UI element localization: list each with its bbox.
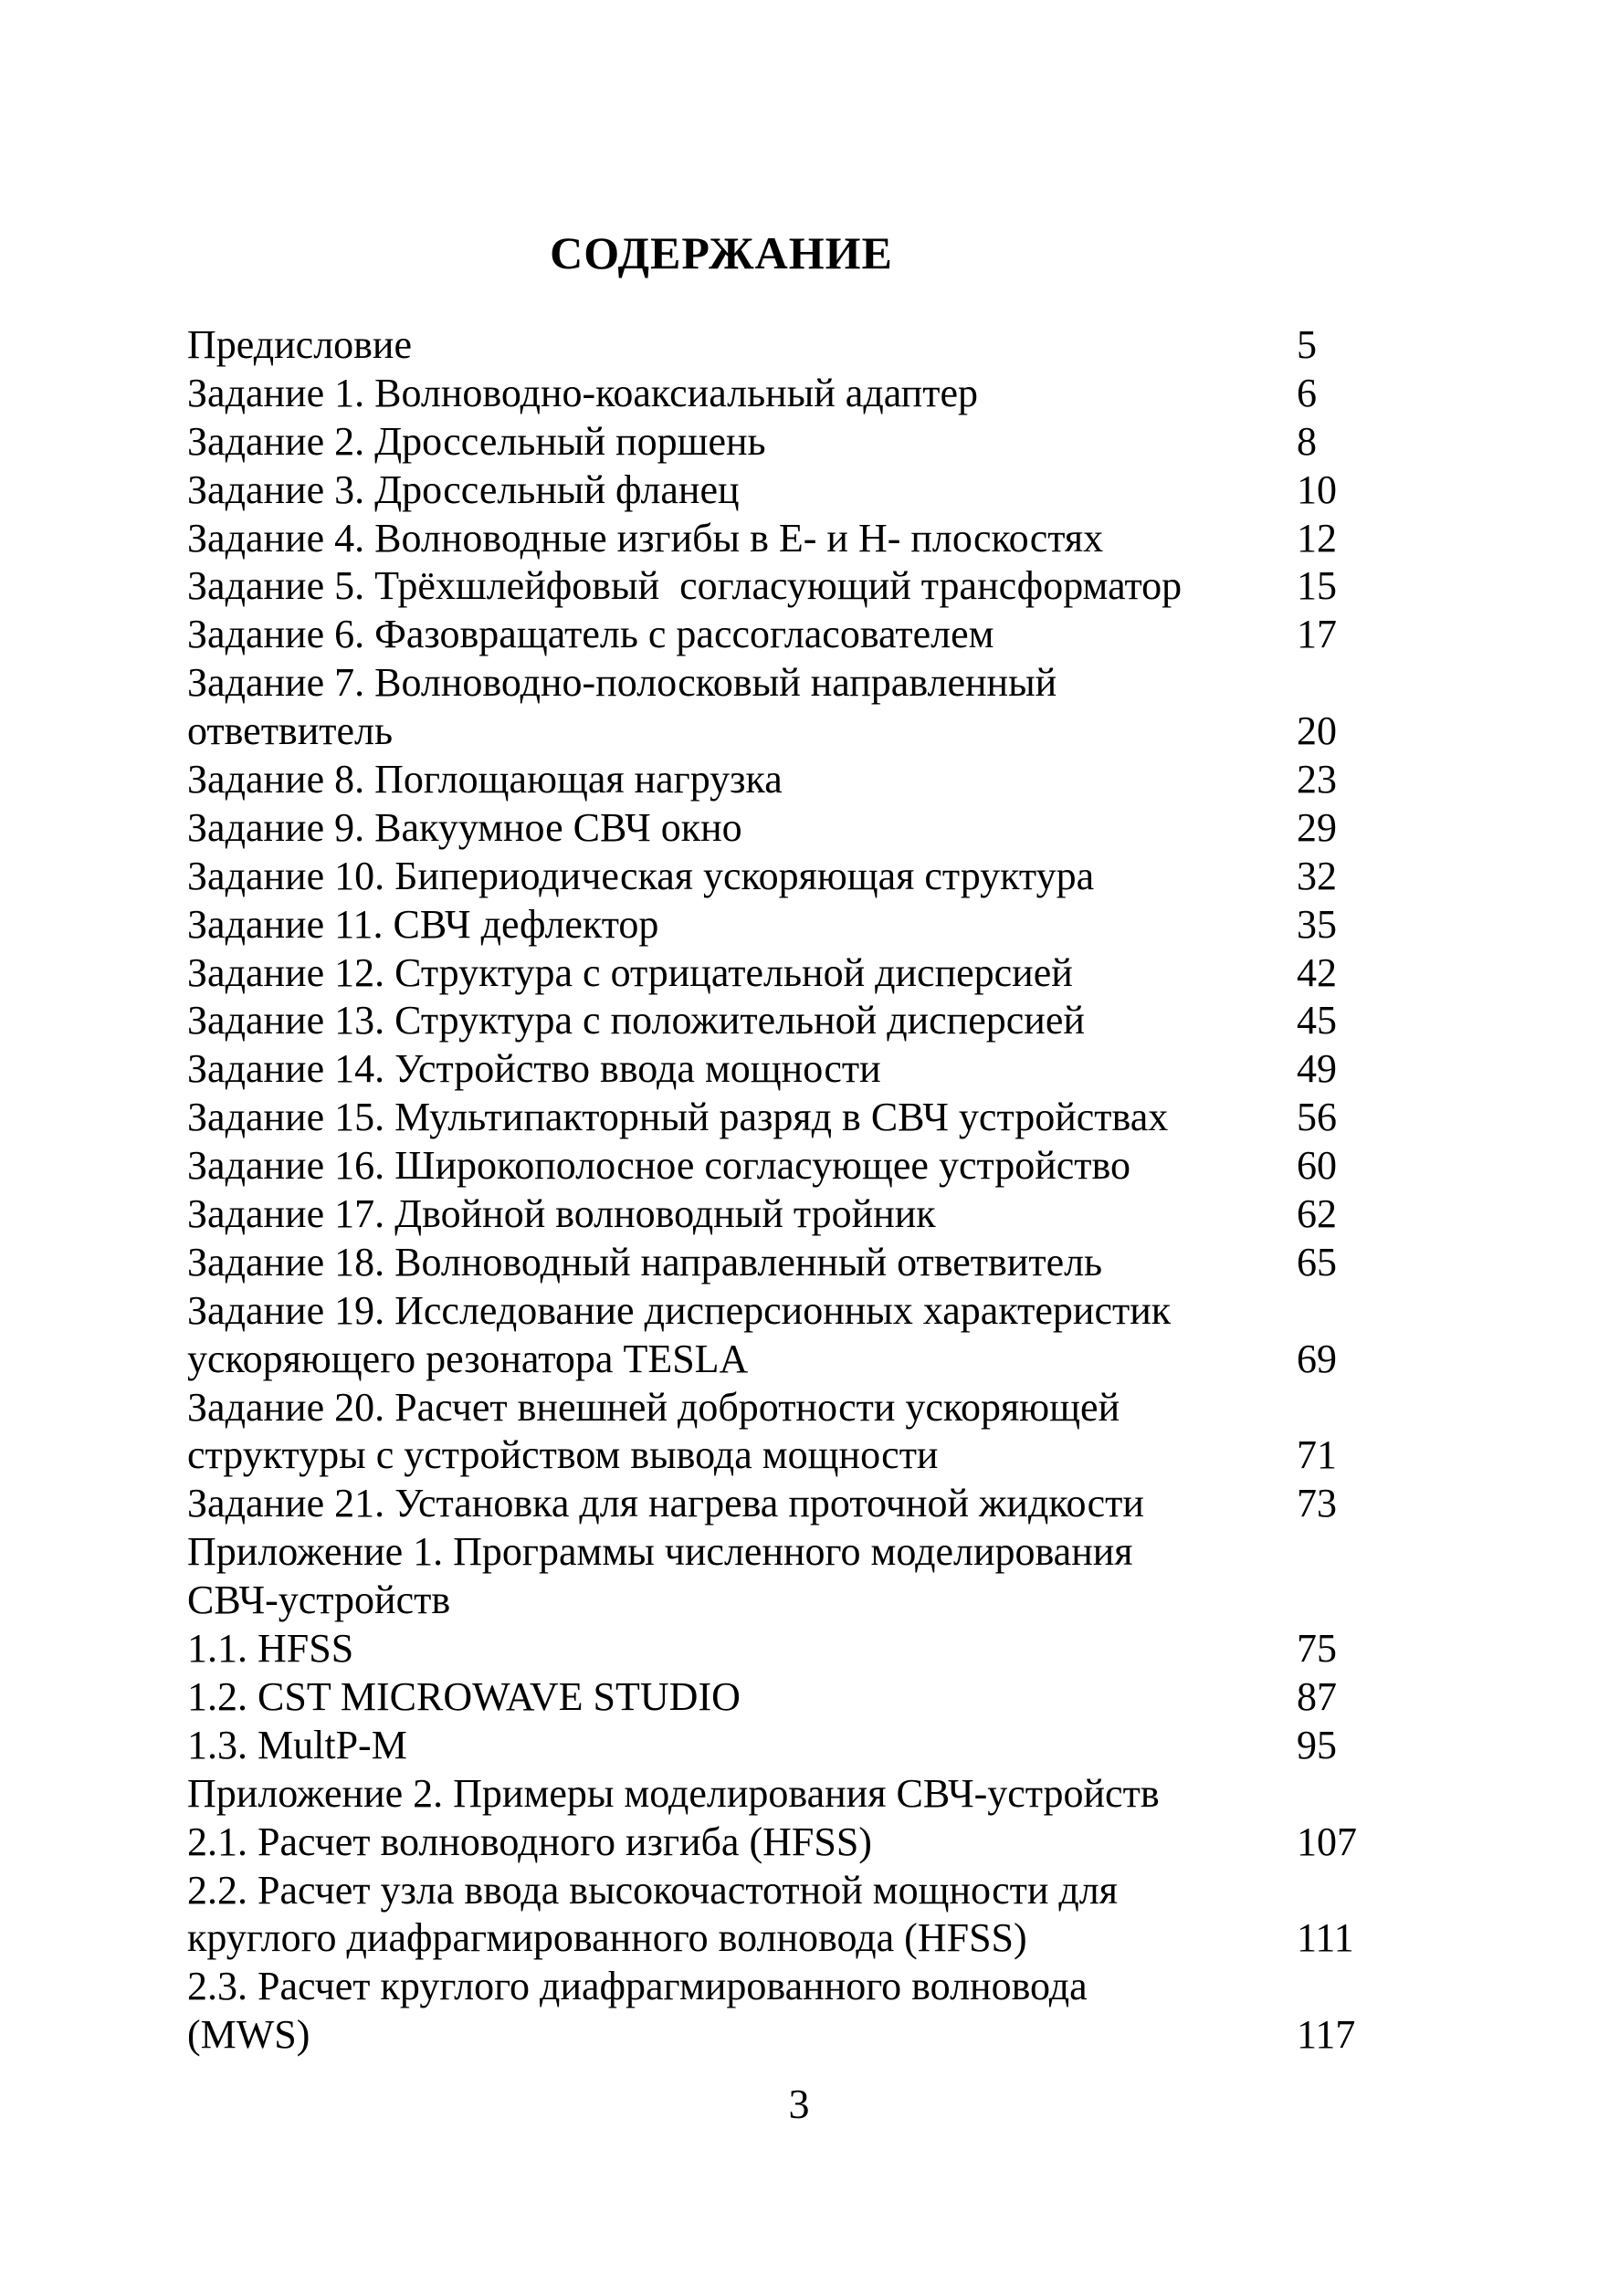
toc-row: [187, 418, 1411, 467]
toc-entry-label: (MWS): [187, 2012, 310, 2058]
page-number-footer: 3: [788, 2081, 810, 2127]
toc-entry-label: Задание 18. Волноводный направленный ответвитель: [187, 1239, 1103, 1284]
toc-entry-page-number: [1297, 1963, 1411, 2011]
toc-row: [187, 1914, 1411, 1963]
toc-row: [187, 1480, 1411, 1528]
toc-entry-label: СВЧ-устройств: [187, 1578, 451, 1623]
toc-row: [187, 853, 1411, 901]
toc-row: [187, 562, 1411, 611]
toc-entry-page-number: 62: [1297, 1191, 1337, 1237]
toc-entry-page-number: 12: [1297, 515, 1337, 561]
toc-entry-page-number: 32: [1297, 853, 1337, 898]
toc-entry-page-number: [1297, 1528, 1411, 1577]
toc-entry-page-number: 73: [1297, 1481, 1337, 1526]
toc-row: [187, 1528, 1411, 1577]
toc-entry-page-number: 65: [1297, 1239, 1337, 1284]
toc-row: [187, 1722, 1411, 1770]
toc-row: [187, 901, 1411, 949]
toc-entry-label: Задание 6. Фазовращатель с рассогласователем: [187, 612, 994, 657]
toc-entry-label: Приложение 2. Примеры моделирования СВЧ-устройств: [187, 1770, 1160, 1816]
toc-row: [187, 467, 1411, 515]
toc-entry-label: 1.3. MultP-M: [187, 1722, 407, 1767]
toc-entry-page-number: 6: [1297, 370, 1317, 415]
toc-entry-page-number: 5: [1297, 322, 1317, 367]
toc-row: [187, 1239, 1411, 1287]
toc-entry-label: Задание 14. Устройство ввода мощности: [187, 1046, 881, 1092]
toc-entry-label: Задание 15. Мультипакторный разряд в СВЧ устройствах: [187, 1095, 1169, 1140]
toc-entry-page-number: 69: [1297, 1336, 1337, 1381]
toc-row: [187, 1142, 1411, 1190]
toc-row: [187, 1625, 1411, 1673]
toc-entry-page-number: 8: [1297, 418, 1317, 464]
toc-entry-label: структуры с устройством вывода мощности: [187, 1432, 939, 1478]
toc-row: [187, 1190, 1411, 1239]
toc-row: [187, 1770, 1411, 1819]
toc-entry-label: Задание 13. Структура с положительной дисперсией: [187, 998, 1085, 1043]
toc-entry-page-number: 95: [1297, 1722, 1337, 1767]
toc-row: [187, 1045, 1411, 1094]
toc-row: [187, 949, 1411, 998]
toc-entry-page-number: [1297, 659, 1411, 708]
toc-entry-label: 1.1. HFSS: [187, 1626, 354, 1672]
toc-entry-page-number: [1297, 1384, 1411, 1432]
toc-entry-label: 2.2. Расчет узла ввода высокочастотной мощности для: [187, 1867, 1119, 1913]
toc-entry-label: Задание 19. Исследование дисперсионных характеристик: [187, 1287, 1172, 1333]
toc-entry-label: Задание 3. Дроссельный фланец: [187, 467, 740, 512]
toc-row: [187, 708, 1411, 756]
toc-entry-label: Задание 4. Волноводные изгибы в Е- и Н- плоскостях: [187, 515, 1104, 561]
toc-row: [187, 1431, 1411, 1480]
toc-row: [187, 515, 1411, 563]
toc-row: [187, 321, 1411, 370]
toc-entry-page-number: 35: [1297, 901, 1337, 947]
toc-entry-page-number: 45: [1297, 998, 1337, 1043]
toc-row: [187, 1867, 1411, 1915]
toc-entry-page-number: 29: [1297, 804, 1337, 850]
toc-entry-page-number: 23: [1297, 757, 1337, 802]
toc-entry-label: Задание 9. Вакуумное СВЧ окно: [187, 804, 742, 850]
toc-entry-page-number: [1297, 1867, 1411, 1915]
toc-entry-page-number: 71: [1297, 1432, 1337, 1478]
toc-entry-page-number: 111: [1297, 1915, 1354, 1961]
toc-entry-page-number: 56: [1297, 1095, 1337, 1140]
toc-entry-label: Предисловие: [187, 322, 412, 367]
toc-entry-label: Задание 5. Трёхшлейфовый согласующий трансформатор: [187, 563, 1183, 609]
toc-entry-label: Задание 1. Волноводно-коаксиальный адаптер: [187, 370, 978, 415]
toc-row: [187, 1336, 1411, 1384]
toc-row: [187, 1577, 1411, 1625]
toc-entry-page-number: 60: [1297, 1143, 1337, 1189]
toc-entry-label: ответвитель: [187, 708, 394, 754]
toc-entry-label: 1.2. CST MICROWAVE STUDIO: [187, 1673, 741, 1719]
toc-entry-page-number: 49: [1297, 1046, 1337, 1092]
toc-row: [187, 1094, 1411, 1142]
toc-entry-label: Задание 2. Дроссельный поршень: [187, 418, 766, 464]
toc-entry-page-number: [1297, 1287, 1411, 1336]
toc-entry-label: 2.1. Расчет волноводного изгиба (HFSS): [187, 1819, 872, 1864]
page-title: СОДЕРЖАНИЕ: [550, 227, 893, 278]
toc-entry-label: круглого диафрагмированного волновода (HFSS): [187, 1915, 1027, 1961]
toc-entry-label: Задание 21. Установка для нагрева проточной жидкости: [187, 1481, 1144, 1526]
toc-entry-page-number: 17: [1297, 612, 1337, 657]
toc-entry-page-number: 42: [1297, 949, 1337, 995]
toc-row: [187, 1287, 1411, 1336]
toc-entry-page-number: 117: [1297, 2012, 1356, 2058]
toc-row: [187, 1384, 1411, 1432]
toc-row: [187, 997, 1411, 1045]
toc-entry-page-number: 10: [1297, 467, 1337, 512]
toc-entry-label: 2.3. Расчет круглого диафрагмированного волновода: [187, 1964, 1088, 2009]
toc-row: [187, 659, 1411, 708]
toc-entry-label: Задание 10. Бипериодическая ускоряющая структура: [187, 853, 1095, 898]
toc-entry-page-number: [1297, 1577, 1411, 1625]
toc-list: [187, 321, 1411, 2060]
toc-entry-label: Задание 7. Волноводно-полосковый направленный: [187, 660, 1057, 706]
toc-row: [187, 1963, 1411, 2011]
toc-entry-page-number: 15: [1297, 563, 1337, 609]
toc-row: [187, 370, 1411, 418]
toc-entry-label: Задание 12. Структура с отрицательной дисперсией: [187, 949, 1073, 995]
toc-row: [187, 756, 1411, 804]
toc-entry-page-number: 20: [1297, 708, 1337, 754]
toc-entry-page-number: 107: [1297, 1819, 1357, 1864]
toc-entry-label: Задание 8. Поглощающая нагрузка: [187, 757, 783, 802]
toc-entry-label: Задание 20. Расчет внешней добротности ускоряющей: [187, 1384, 1120, 1430]
toc-row: [187, 611, 1411, 659]
toc-entry-label: Задание 16. Широкополосное согласующее устройство: [187, 1143, 1131, 1189]
toc-row: [187, 2011, 1411, 2060]
toc-row: [187, 1673, 1411, 1722]
toc-entry-page-number: 75: [1297, 1626, 1337, 1672]
toc-row: [187, 1819, 1411, 1867]
toc-entry-label: Приложение 1. Программы численного моделирования: [187, 1529, 1133, 1575]
toc-entry-page-number: 87: [1297, 1673, 1337, 1719]
toc-entry-label: Задание 11. СВЧ дефлектор: [187, 901, 659, 947]
toc-entry-label: ускоряющего резонатора TESLA: [187, 1336, 749, 1381]
toc-row: [187, 804, 1411, 853]
toc-entry-label: Задание 17. Двойной волноводный тройник: [187, 1191, 936, 1237]
toc-entry-page-number: [1297, 1770, 1411, 1819]
